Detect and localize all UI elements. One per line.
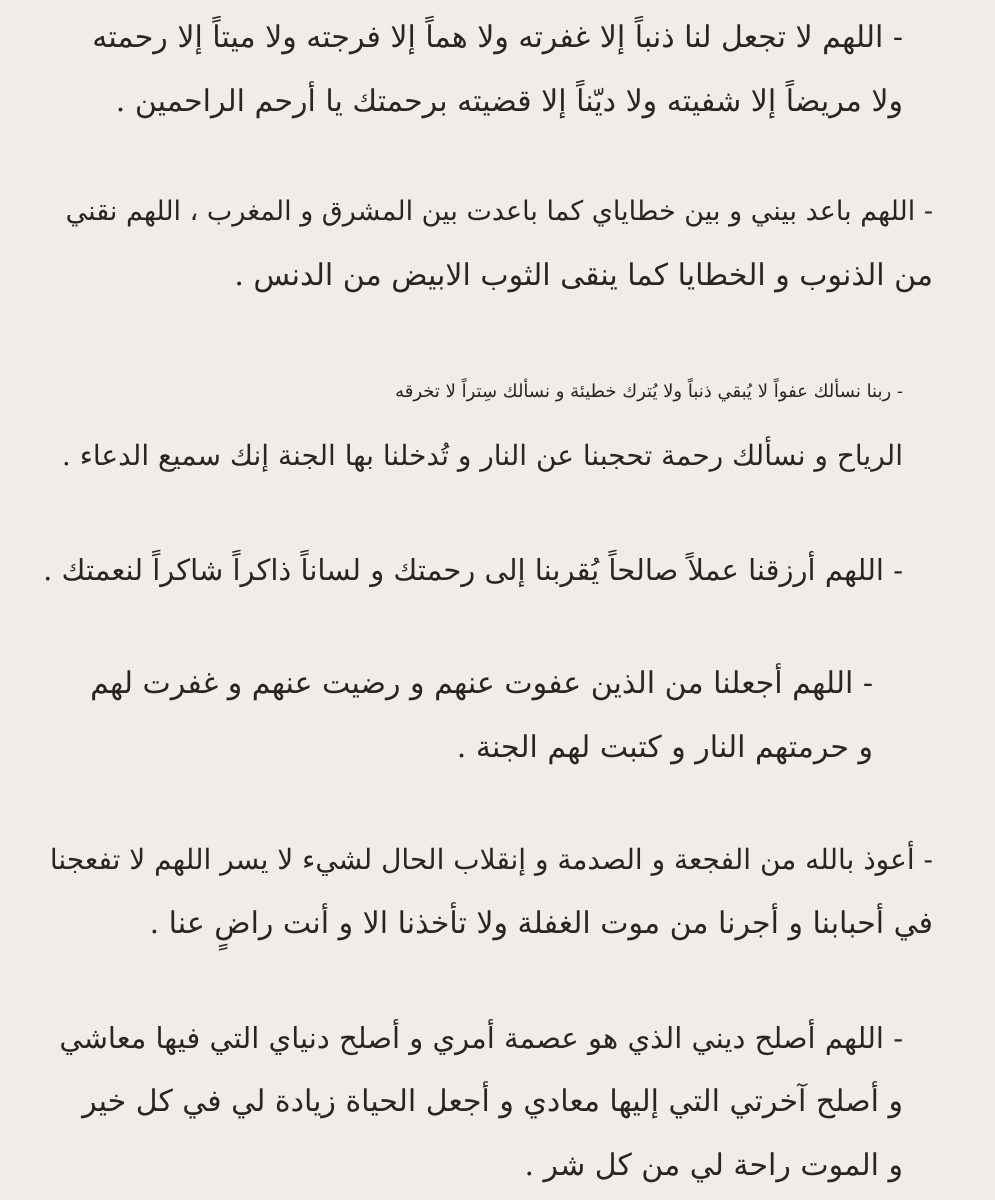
dua-7-line-2: و أصلح آخرتي التي إليها معادي و أجعل الحياة زيادة لي في كل خير <box>82 1084 903 1119</box>
dua-3-line-1: - ربنا نسألك عفواً لا يُبقي ذنباً ولا يُترك خطيئة و نسألك سِتراً لا تخرقه <box>395 381 903 402</box>
dua-6 <box>50 828 933 956</box>
dua-7-line-1: - اللهم أصلح ديني الذي هو عصمة أمري و أصلح دنياي التي فيها معاشي <box>59 1021 903 1055</box>
dua-5-line-2: و حرمتهم النار و كتبت لهم الجنة . <box>456 730 873 765</box>
dua-7-line-3: و الموت راحة لي من كل شر . <box>524 1148 903 1183</box>
dua-7 <box>59 1006 903 1198</box>
dua-5 <box>90 652 873 780</box>
dua-3 <box>62 360 903 488</box>
dua-6-line-2: في أحبابنا و أجرنا من موت الغفلة ولا تأخذنا الا و أنت راضٍ عنا . <box>149 906 933 941</box>
dua-2-line-2: من الذنوب و الخطايا كما ينقى الثوب الابيض من الدنس . <box>234 258 933 293</box>
dua-2-line-1: - اللهم باعد بيني و بين خطاياي كما باعدت بين المشرق و المغرب ، اللهم نقني <box>65 196 933 227</box>
dua-1-line-1: - اللهم لا تجعل لنا ذنباً إلا غفرته ولا هماً إلا فرجته ولا ميتاً إلا رحمته <box>92 20 903 55</box>
dua-1-line-2: ولا مريضاً إلا شفيته ولا ديّناً إلا قضيته برحمتك يا أرحم الراحمين . <box>115 84 903 119</box>
dua-2 <box>66 180 933 308</box>
dua-4-line-1: - اللهم أرزقنا عملاً صالحاً يُقربنا إلى رحمتك و لساناً ذاكراً شاكراً لنعمتك . <box>43 553 903 587</box>
dua-1 <box>92 6 903 134</box>
dua-4 <box>43 538 903 602</box>
dua-6-line-1: - أعوذ بالله من الفجعة و الصدمة و إنقلاب الحال لشيء لا يسر اللهم لا تفعجنا <box>49 843 933 876</box>
dua-3-line-2: الرياح و نسألك رحمة تحجبنا عن النار و تُدخلنا بها الجنة إنك سميع الدعاء . <box>61 439 903 472</box>
dua-5-line-1: - اللهم أجعلنا من الذين عفوت عنهم و رضيت عنهم و غفرت لهم <box>90 666 873 701</box>
